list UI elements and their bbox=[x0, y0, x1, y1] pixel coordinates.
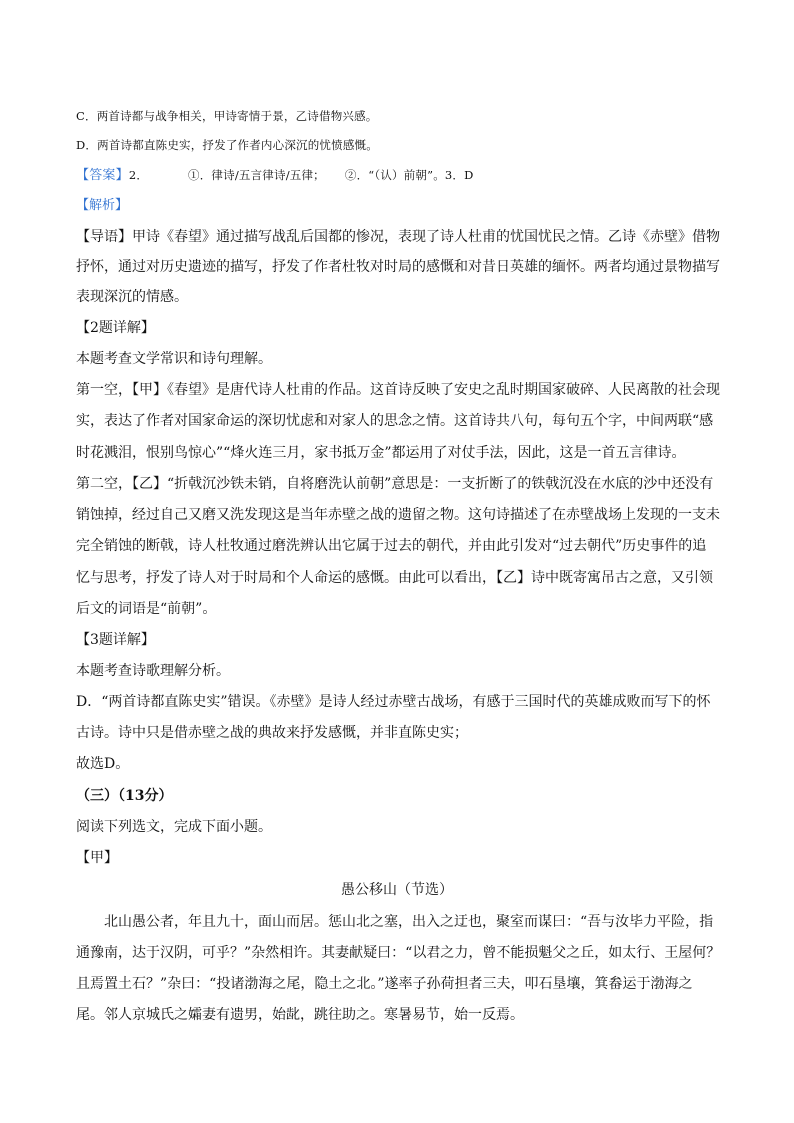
passage-line: 通豫南，达于汉阴，可乎？”杂然相许。其妻献疑曰：“以君之力，曾不能损魁父之丘，如太行、王屋何？ bbox=[76, 945, 721, 961]
analysis-tag: 【解析】 bbox=[76, 198, 129, 213]
q2-line: 销蚀掉，经过自己又磨又洗发现这是当年赤壁之战的遗留之物。这句诗描述了在赤壁战场上发现的一支未 bbox=[76, 507, 720, 523]
q2-line: 第二空，【乙】“折戟沉沙铁未销，自将磨洗认前朝”意思是：一支折断了的铁戟沉没在水底的沙中还没有 bbox=[76, 476, 714, 492]
q2-line: 时花溅泪，恨别鸟惊心”“烽火连三月，家书抵万金”都运用了对仗手法，因此，这是一首五言律诗。 bbox=[76, 445, 686, 461]
answer-tag: 【答案】 bbox=[76, 168, 129, 183]
guide-line: 表现深沉的情感。 bbox=[76, 289, 188, 305]
passage-line: 且焉置土石？”杂曰：“投诸渤海之尾，隐土之北。”遂率子孙荷担者三夫，叩石垦壤，箕畚运于渤海之 bbox=[76, 976, 693, 992]
section-instruction: 阅读下列选文，完成下面小题。 bbox=[76, 819, 272, 835]
q2-line: 实，表达了作者对国家命运的深切忧虑和对家人的思念之情。这首诗共八句，每句五个字，中间两联“感 bbox=[76, 413, 714, 429]
passage-title: 愚公移山（节选） bbox=[341, 882, 453, 898]
option-c: C．两首诗都与战争相关，甲诗寄情于景，乙诗借物兴感。 bbox=[76, 109, 378, 123]
answer-line bbox=[76, 166, 474, 185]
passage-line: 尾。邻人京城氏之孀妻有遗男，始龀，跳往助之。寒暑易节，始一反焉。 bbox=[76, 1007, 524, 1023]
q3-line: 故选D。 bbox=[76, 756, 130, 772]
passage-line: 北山愚公者，年且九十，面山而居。惩山北之塞，出入之迂也，聚室而谋曰：“吾与汝毕力平险，指 bbox=[104, 914, 714, 930]
q2-line: 本题考查文学常识和诗句理解。 bbox=[76, 351, 272, 367]
guide-line: 【导语】甲诗《春望》通过描写战乱后国都的惨况，表现了诗人杜甫的忧国忧民之情。乙诗《赤壁》借物 bbox=[76, 229, 720, 245]
q2-line: 第一空，【甲】《春望》是唐代诗人杜甫的作品。这首诗反映了安史之乱时期国家破碎、人民离散的社会现 bbox=[76, 382, 720, 398]
guide-line: 抒怀，通过对历史遗迹的描写，抒发了作者杜牧对时局的感慨和对昔日英雄的缅怀。两者均通过景物描写 bbox=[76, 259, 720, 275]
option-d: D．两首诗都直陈史实，抒发了作者内心深沉的忧愤感慨。 bbox=[76, 138, 378, 152]
answer-q2-number: 2． bbox=[128, 168, 149, 182]
q2-line: 后文的词语是“前朝”。 bbox=[76, 601, 217, 617]
q3-line: D．“两首诗都直陈史实”错误。《赤壁》是诗人经过赤壁古战场，有感于三国时代的英雄成败而写下的怀 bbox=[76, 694, 711, 710]
q2-heading: 【2题详解】 bbox=[76, 320, 155, 336]
q3-line: 古诗。诗中只是借赤壁之战的典故来抒发感慨，并非直陈史实； bbox=[76, 725, 468, 741]
answer-q2-part-a: ①．律诗/五言律诗/五律； bbox=[188, 168, 325, 182]
section-heading: （三）（13分） bbox=[76, 788, 173, 804]
answer-q2-part-b: ②．“（认）前朝”。 bbox=[344, 168, 445, 182]
q2-line: 完全销蚀的断戟，诗人杜牧通过磨洗辨认出它属于过去的朝代，并由此引发对“过去朝代”历史事件的追 bbox=[76, 538, 707, 554]
answer-q3: 3．D bbox=[444, 168, 474, 182]
part-a-label: 【甲】 bbox=[76, 850, 118, 866]
q3-line: 本题考查诗歌理解分析。 bbox=[76, 663, 230, 679]
q3-heading: 【3题详解】 bbox=[76, 632, 155, 648]
q2-line: 忆与思考，抒发了诗人对于时局和个人命运的感慨。由此可以看出，【乙】诗中既寄寓吊古之意，又引领 bbox=[76, 570, 713, 586]
